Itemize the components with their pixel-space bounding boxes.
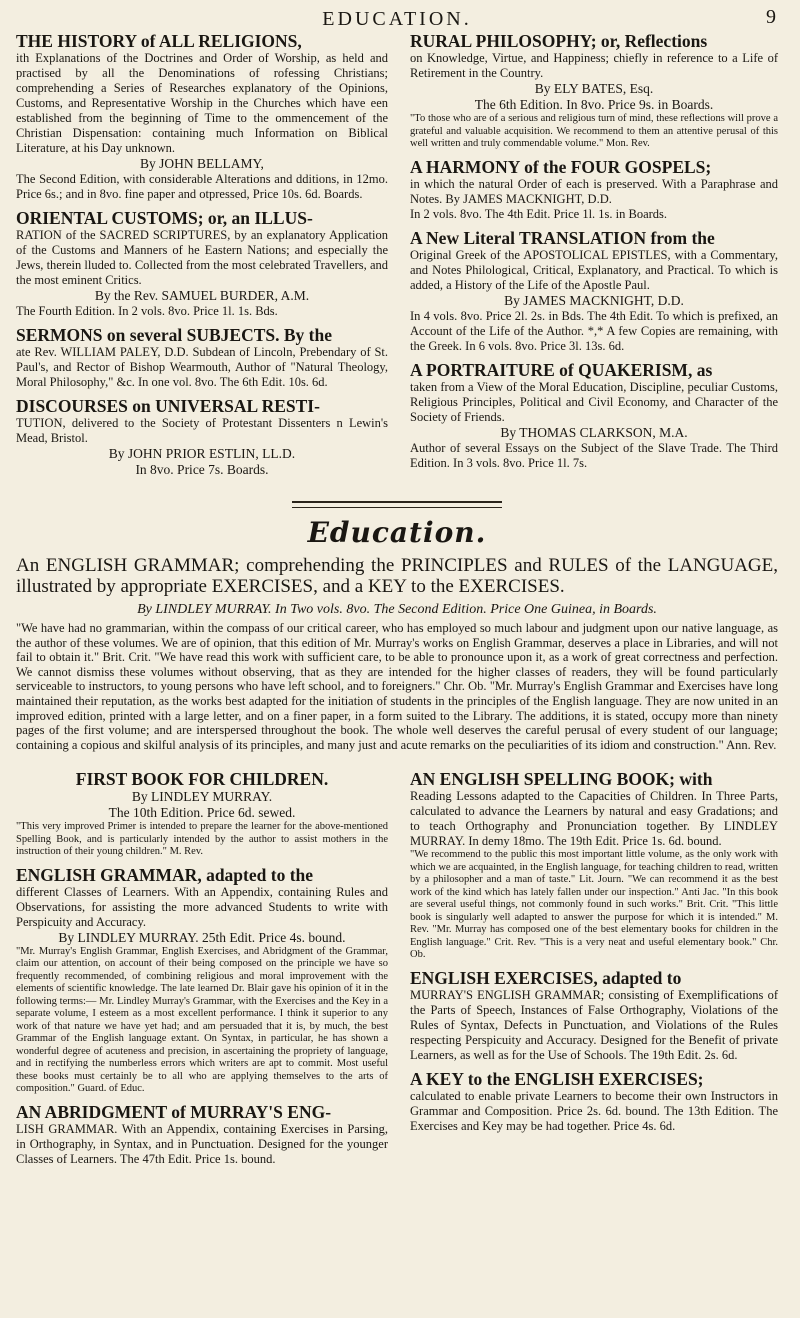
ad-review: "Mr. Murray's English Grammar, English Exercises, and Abridgment of the Grammar, claim our attention, on account of their being composed on the principle we have so frequently recommended, of combining religious and moral improvement with the elements of scientific knowledge. The late learned Dr. Blair gave his opinion of it in the following terms:— Mr. Lindley Murray's Grammar, with the Exercises and the Key in a separate volume, I esteem as a most excellent performance. I think it superior to any work of that nature we have yet had; and am persuaded that it is, by much, the best Grammar of the English language extant. On Syntax, in particular, he has shown a wonderful degree of acuteness and precision, in ascertaining the propriety of language, and in rectifying the numberless errors which writers are apt to commit. Most useful these books must certainly be to all who are applying themselves to the arts of composition." Guard. of Educ. [16,945,388,1095]
page-number: 9 [766,6,776,28]
grammar-byline: By LINDLEY MURRAY. In Two vols. 8vo. The Second Edition. Price One Guinea, in Boards. [137,602,657,617]
ad-description: TUTION, delivered to the Society of Protestant Dissenters n Lewin's Mead, Bristol. [16,416,388,445]
divider-rule-thin [292,507,502,508]
top-columns [16,32,778,485]
ad-description: Reading Lessons adapted to the Capacities of Children. In Three Parts, calculated to advance the Learners by natural and easy Gradations; and to teach Orthography and Pronunciation together. By LINDLEY MURRAY. In demy 18mo. The 19th Edit. Price 1s. 6d. bound. [410,789,778,849]
ad-heading: FIRST BOOK FOR CHILDREN. [75,769,329,790]
ad-heading: THE HISTORY of ALL RELIGIONS, [16,31,302,51]
right-column-top [410,32,778,485]
ad-description: in which the natural Order of each is preserved. With a Paraphrase and Notes. By JAMES MACKNIGHT, D.D. [410,176,778,206]
advertisement [410,361,778,471]
running-title: EDUCATION. [322,8,472,30]
ad-author: By LINDLEY MURRAY. 25th Edit. Price 4s. bound. [58,929,346,945]
ad-description: calculated to enable private Learners to become their own Instructors in Grammar and Composition. Price 2s. 6d. bound. The 13th Edition. The Exercises and Key may be had together. Price 4s. 6d. [410,1088,778,1133]
ad-description: on Knowledge, Virtue, and Happiness; chiefly in reference to a Life of Retirement in the Country. [410,51,778,80]
ad-author: By JAMES MACKNIGHT, D.D. [504,292,684,308]
ad-edition: Author of several Essays on the Subject of the Slave Trade. The Third Edition. In 3 vols. 8vo. Price 1l. 7s. [410,440,778,470]
ad-review: "We recommend to the public this most important little volume, as the only work with which we are acquainted, in the English language, for teaching children to read, written by a philosopher and a man of taste." Lit. Journ. "We can recommend it as the best work of the kind which has lately fallen under our inspection." Anti Jac. "In this book are several useful things, not commonly found in such works." Brit. Crit. "This little book is singularly well adapted to answer the purpose for which it is intended." M. Rev. "Mr. Murray has composed one of the best elementary books for children in the English language." Crit. Rev. "This is a very neat and useful elementary book." Chr. Ob. [410,849,778,961]
ad-edition: In 4 vols. 8vo. Price 2l. 2s. in Bds. The 4th Edit. To which is prefixed, an Account of the Life of the Author. *,* A few Copies are remaining, with the Greek. In 6 vols. 8vo. Price 3l. 13s. 6d. [410,308,778,353]
ad-edition: The 6th Edition. In 8vo. Price 9s. in Boards. [474,97,714,112]
advertisement [16,1103,388,1167]
ad-author: By ELY BATES, Esq. [534,81,654,96]
advertisement [16,770,388,859]
advertisement [410,770,778,962]
bottom-columns [16,770,778,1174]
ad-heading: RURAL PHILOSOPHY; or, Reflections [410,31,708,51]
advertisement [410,32,778,151]
advertisement [410,158,778,222]
ad-edition: The Fourth Edition. In 2 vols. 8vo. Price 1l. 1s. Bds. [16,304,278,318]
left-column-bottom [16,770,388,1174]
left-column-top [16,32,388,485]
advertisement [16,866,388,1096]
advertisement [16,397,388,478]
ad-author: By THOMAS CLARKSON, M.A. [500,424,688,440]
ad-heading: A KEY to the ENGLISH EXERCISES; [410,1068,704,1089]
advertisement [410,229,778,354]
advertisement [16,209,388,319]
ad-heading: ENGLISH GRAMMAR, adapted to the [16,864,314,885]
ad-author: By LINDLEY MURRAY. [131,789,273,805]
advertisement [410,969,778,1063]
divider-rule [292,501,502,503]
ad-heading: DISCOURSES on UNIVERSAL RESTI- [16,396,320,416]
ad-review: "To those who are of a serious and religious turn of mind, these reflections will prove a grateful and valuable acquisition. We recommend to them an attentive perusal of this well written and truly commendable volume." Mon. Rev. [410,113,778,149]
ad-description: ith Explanations of the Doctrines and Order of Worship, as held and practised by all the Denominations of rofessing Christians; comprehending a Series of Researches explanatory of the Opinions, Customs, and Representative Worship in the Churches which have een established from the beginning of Time to the ommencement of the Christian Dispensation: containing much Information on Biblical Literature, at his Day unknown. [16,51,388,155]
ad-edition: The Second Edition, with considerable Alterations and dditions, in 12mo. Price 6s.; and in 8vo. fine paper and otpressed, Price 10s. 6d. Boards. [16,172,388,201]
ad-author: By JOHN PRIOR ESTLIN, LL.D. [108,446,296,461]
ad-description: different Classes of Learners. With an Appendix, containing Rules and Observations, for assisting the more advanced Students to write with Perspicuity and Accuracy. [16,884,388,929]
advertisement [16,32,388,202]
ad-heading: A New Literal TRANSLATION from the [410,227,715,248]
running-header [16,4,778,32]
ad-heading: SERMONS on several SUBJECTS. By the [16,325,333,345]
grammar-review: "We have had no grammarian, within the compass of our critical career, who has employed so much labour and judgment upon our native language, as the author of these volumes. We are of opinion, that this edition of Mr. Murray's works on English Grammar, deserves a place in Libraries, and will not fail to obtain it." Brit. Crit. "We have read this work with sufficient care, to be able to pronounce upon it, as a work of great correctness and perfection. We cannot dismiss these volumes without observing, that as they are intended for the higher classes of readers, they will be found particularly serviceable to instructors, to young persons who have left school, and to foreigners." Chr. Ob. "Mr. Murray's English Grammar and Exercises have long maintained their reputation, as the works best adapted for the initiation of students in the principles of the English language. They are now united in an improved edition, printed with a large letter, and on a finer paper, in a form suited to the Library. The additions, it is stated, occupy more than ninety pages of the first volume; and are interspersed throughout the book. The whole well deserves the careful perusal of every student of our language; containing a copious and skilful analysis of its principles, and many just and acute remarks on the peculiarities of its idiom and construction." Ann. Rev. [16,621,778,752]
ad-edition: The 10th Edition. Price 6d. sewed. [108,805,296,821]
advertisement [16,326,388,390]
section-title: Education. [307,516,487,549]
ad-description: MURRAY'S ENGLISH GRAMMAR; consisting of Exemplifications of the Parts of Speech, Instances of False Orthography, Violations of the Rules of Syntax, Defects in Punctuation, and Violations of the Rules respecting Perspicuity and Accuracy. Designed for the Benefit of private Learners, as well as for the Use of Schools. The 19th Edit. 2s. 6d. [410,987,778,1062]
ad-author: By JOHN BELLAMY, [140,156,264,171]
ad-description: taken from a View of the Moral Education, Discipline, peculiar Customs, Religious Principles, Political and Civil Economy, and Character of the Society of Friends. [410,379,778,424]
ad-description: ate Rev. WILLIAM PALEY, D.D. Subdean of Lincoln, Prebendary of St. Paul's, and Rector of Bishop Wearmouth, Author of "Natural Theology, Moral Philosophy," &c. In one vol. 8vo. The 6th Edit. 10s. 6d. [16,345,388,389]
ad-heading: ENGLISH EXERCISES, adapted to [410,967,682,988]
ad-heading: AN ENGLISH SPELLING BOOK; with [410,769,713,790]
ad-author: By the Rev. SAMUEL BURDER, A.M. [94,288,310,303]
grammar-advertisement [16,555,778,752]
ad-description: RATION of the SACRED SCRIPTURES, by an explanatory Application of the Customs and Manners of he Eastern Nations; and especially the Jews, therein lluded to. Collected from the most celebrated Travellers, and the most eminent Critics. [16,228,388,287]
grammar-heading: An ENGLISH GRAMMAR; comprehending the PRINCIPLES and RULES of the LANGUAGE, illustrated by appropriate EXERCISES, and a KEY to the EXERCISES. [16,555,778,597]
ad-edition: In 8vo. Price 7s. Boards. [135,462,269,477]
ad-heading: ORIENTAL CUSTOMS; or, an ILLUS- [16,208,313,228]
advertisement [410,1070,778,1134]
ad-heading: AN ABRIDGMENT of MURRAY'S ENG- [16,1101,332,1122]
ad-heading: A HARMONY of the FOUR GOSPELS; [410,156,712,177]
ad-heading: A PORTRAITURE of QUAKERISM, as [410,359,713,380]
right-column-bottom [410,770,778,1174]
ad-edition: In 2 vols. 8vo. The 4th Edit. Price 1l. 1s. in Boards. [410,206,668,221]
ad-description: LISH GRAMMAR. With an Appendix, containing Exercises in Parsing, in Orthography, in Syntax, and in Punctuation. Designed for the younger Classes of Learners. The 47th Edit. Price 1s. bound. [16,1121,388,1166]
ad-review: "This very improved Primer is intended to prepare the learner for the above-mentioned Spelling Book, and is particularly intended by the author to assist mothers in the instruction of their young children." M. Rev. [16,821,388,858]
ad-description: Original Greek of the APOSTOLICAL EPISTLES, with a Commentary, and Notes Philological, Critical, Explanatory, and Practical. To which is added, a History of the Life of the Apostle Paul. [410,247,778,292]
